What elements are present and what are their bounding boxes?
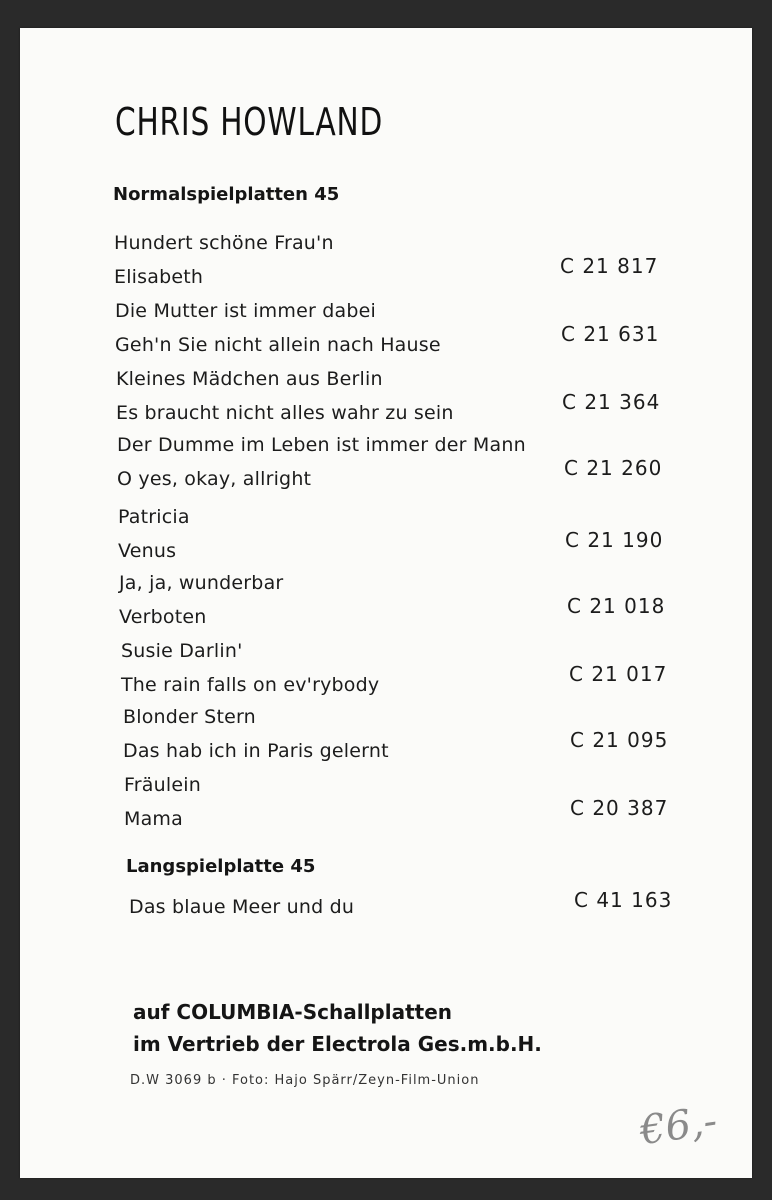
record-entry bbox=[116, 368, 676, 430]
record-entry bbox=[124, 774, 684, 836]
song-b-side: Verboten bbox=[119, 606, 207, 628]
song-b-side: Es braucht nicht alles wahr zu sein bbox=[116, 402, 454, 424]
catalog-number: C 21 260 bbox=[564, 456, 663, 480]
song-b-side: Venus bbox=[118, 540, 177, 562]
distributor-line: im Vertrieb der Electrola Ges.m.b.H. bbox=[133, 1032, 542, 1056]
catalog-number: C 21 017 bbox=[569, 662, 668, 686]
song-b-side: The rain falls on ev'rybody bbox=[121, 674, 380, 696]
label-line: auf COLUMBIA-Schallplatten bbox=[133, 1000, 453, 1024]
record-entry bbox=[121, 640, 681, 702]
section-heading-singles: Normalspielplatten 45 bbox=[113, 184, 340, 205]
catalog-number: C 21 018 bbox=[567, 594, 666, 618]
catalog-number: C 41 163 bbox=[574, 888, 673, 912]
record-entry bbox=[117, 434, 677, 496]
artist-title: CHRIS HOWLAND bbox=[115, 100, 384, 144]
song-a-side: Kleines Mädchen aus Berlin bbox=[116, 368, 383, 390]
song-b-side: Elisabeth bbox=[114, 266, 204, 288]
postcard bbox=[20, 28, 752, 1178]
catalog-number: C 21 364 bbox=[562, 390, 661, 414]
song-a-side: Blonder Stern bbox=[123, 706, 256, 728]
song-a-side: Susie Darlin' bbox=[121, 640, 243, 662]
record-entry bbox=[115, 300, 675, 362]
catalog-number: C 21 190 bbox=[565, 528, 664, 552]
photo-credits: D.W 3069 b · Foto: Hajo Spärr/Zeyn-Film-Union bbox=[130, 1073, 480, 1088]
catalog-number: C 21 817 bbox=[560, 254, 659, 278]
song-b-side: O yes, okay, allright bbox=[117, 468, 312, 490]
lp-title: Das blaue Meer und du bbox=[129, 896, 355, 918]
song-a-side: Patricia bbox=[118, 506, 190, 528]
song-a-side: Die Mutter ist immer dabei bbox=[115, 300, 376, 322]
song-a-side: Ja, ja, wunderbar bbox=[119, 572, 284, 594]
handwritten-price: €6,- bbox=[637, 1097, 720, 1155]
song-a-side: Fräulein bbox=[124, 774, 201, 796]
song-a-side: Der Dumme im Leben ist immer der Mann bbox=[117, 434, 526, 456]
song-b-side: Mama bbox=[124, 808, 183, 830]
catalog-number: C 21 631 bbox=[561, 322, 660, 346]
record-entry bbox=[118, 506, 678, 568]
record-entry bbox=[119, 572, 679, 634]
record-entry bbox=[123, 706, 683, 768]
section-heading-lp: Langspielplatte 45 bbox=[126, 856, 316, 877]
song-b-side: Das hab ich in Paris gelernt bbox=[123, 740, 389, 762]
record-entry bbox=[114, 232, 674, 294]
song-a-side: Hundert schöne Frau'n bbox=[114, 232, 334, 254]
record-entry-lp bbox=[129, 888, 689, 934]
catalog-number: C 20 387 bbox=[570, 796, 669, 820]
catalog-number: C 21 095 bbox=[570, 728, 669, 752]
song-b-side: Geh'n Sie nicht allein nach Hause bbox=[115, 334, 441, 356]
